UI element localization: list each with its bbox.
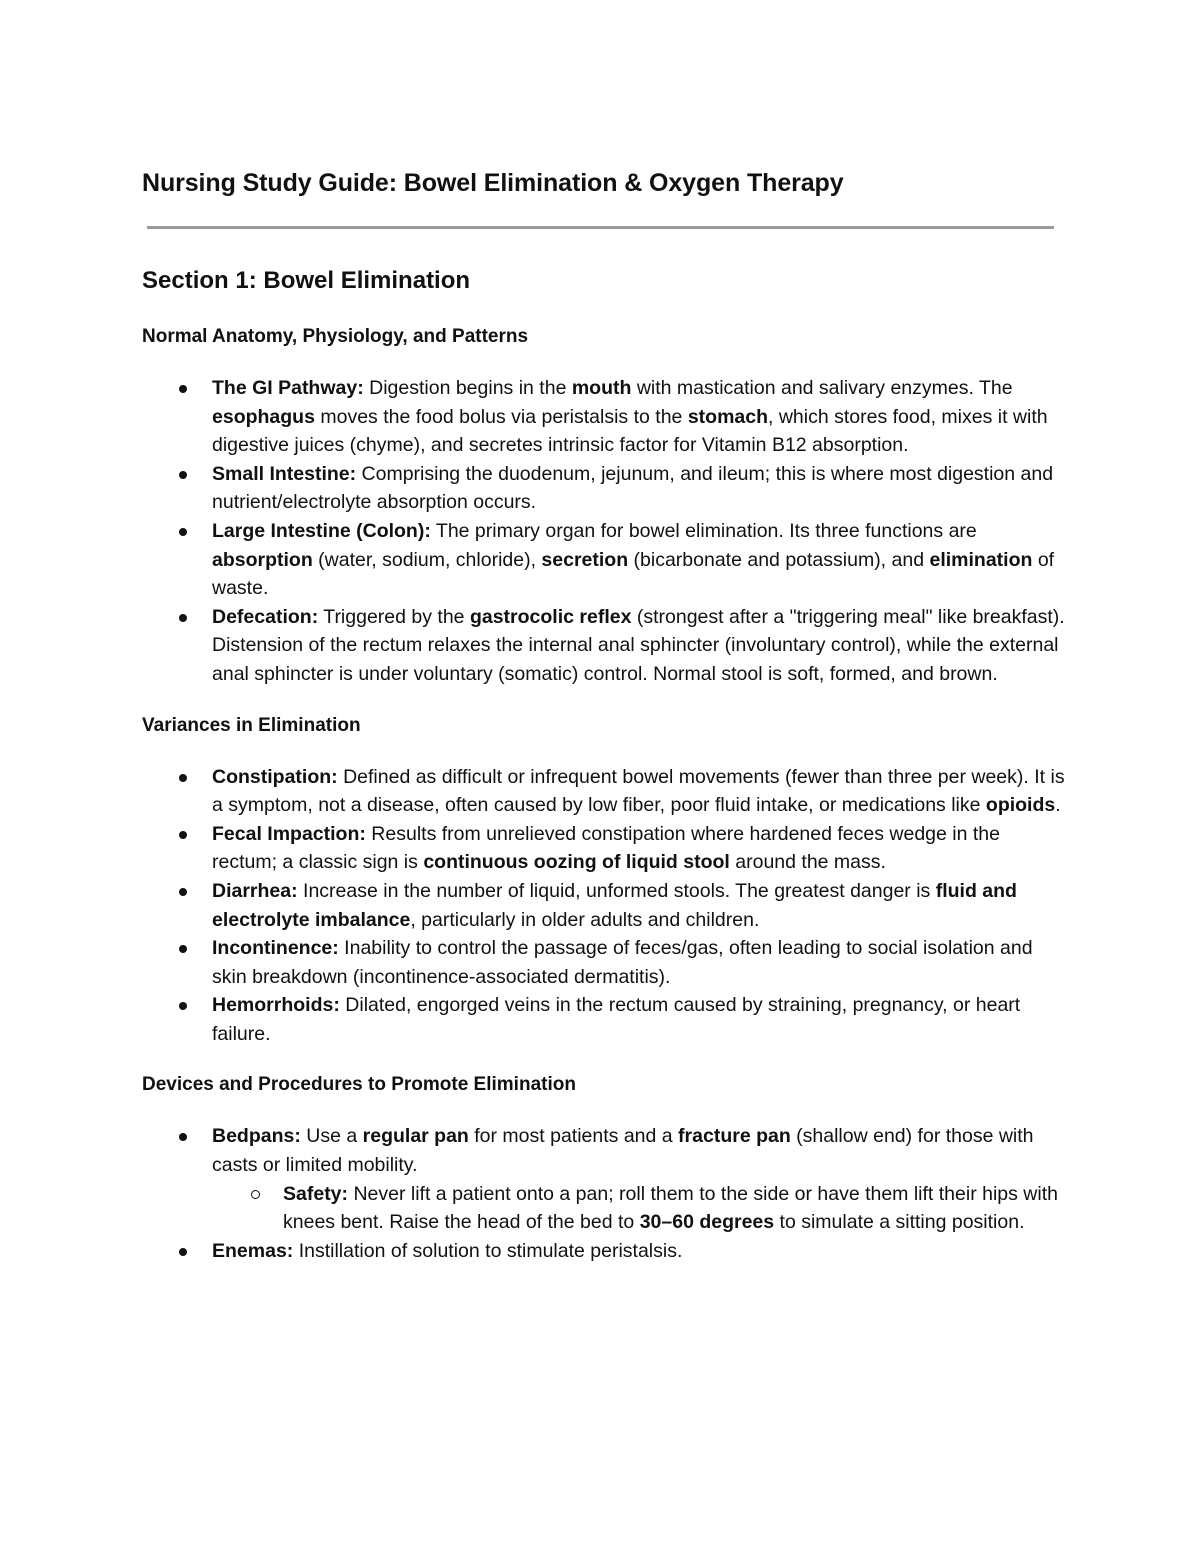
list-item-enemas (142, 1237, 1066, 1266)
item-label: Safety: (283, 1182, 349, 1205)
item-bold-text: fluid and electrolyte imbalance (212, 879, 1017, 931)
item-text: The primary organ for bowel elimination. Its three functions are (430, 519, 977, 542)
bullet-icon (179, 614, 187, 622)
item-text: (water, sodium, chloride), (312, 548, 542, 571)
list-item-incontinence (142, 934, 1066, 991)
item-label: Incontinence: (212, 937, 339, 960)
bullet-icon (179, 1002, 187, 1010)
item-bold-text: opioids (985, 794, 1056, 817)
item-label: Hemorrhoids: (212, 994, 340, 1017)
bullet-icon (179, 945, 187, 953)
item-bold-text: continuous oozing of liquid stool (423, 851, 730, 874)
subheading-normal-anatomy: Normal Anatomy, Physiology, and Patterns (142, 326, 529, 347)
item-label: Large Intestine (Colon): (212, 519, 431, 542)
bullet-icon (179, 1133, 187, 1141)
item-label: Fecal Impaction: (212, 822, 366, 845)
item-label: Small Intestine: (212, 462, 357, 485)
item-text: to simulate a sitting position. (774, 1211, 1025, 1234)
item-bold-text: regular pan (362, 1125, 469, 1148)
sublist-item-safety (142, 1180, 1066, 1237)
item-text: around the mass. (729, 851, 886, 874)
item-text: moves the food bolus via peristalsis to the (314, 405, 688, 428)
item-text: Inability to control the passage of feces/gas, often leading to social isolation and skin breakdown (incontinence-associated dermatitis). (212, 937, 1033, 988)
item-text: (bicarbonate and potassium), and (628, 548, 930, 571)
item-text: . (1055, 794, 1061, 817)
list-item-gi-pathway (142, 374, 1066, 460)
bullet-icon (179, 888, 187, 896)
list-item-large-intestine (142, 517, 1066, 603)
horizontal-divider (147, 226, 1054, 229)
item-text: Defined as difficult or infrequent bowel movements (fewer than three per week). It is a symptom, not a disease, often caused by low fiber, poor fluid intake, or medications like (212, 765, 1065, 817)
item-text: with mastication and salivary enzymes. The (631, 377, 1013, 399)
item-label: Bedpans: (212, 1125, 301, 1148)
bullet-icon (179, 471, 187, 479)
item-bold-text: gastrocolic reflex (469, 605, 632, 628)
list-item-fecal-impaction (142, 820, 1066, 877)
list-item-small-intestine (142, 460, 1066, 517)
item-bold-text: absorption (212, 548, 313, 571)
section-title: Section 1: Bowel Elimination (142, 267, 471, 294)
list-item-hemorrhoids (142, 991, 1066, 1048)
item-bold-text: fracture pan (678, 1125, 791, 1148)
item-text: (shallow end) for those with casts or limited mobility. (212, 1125, 1034, 1177)
item-label: Defecation: (212, 605, 319, 628)
page-title: Nursing Study Guide: Bowel Elimination & Oxygen Therapy (142, 169, 844, 197)
item-text: Digestion begins in the (363, 377, 572, 399)
subheading-variances: Variances in Elimination (142, 714, 361, 736)
safety-text-block (213, 1180, 1066, 1237)
item-text: Results from unrelieved constipation where hardened feces wedge in the rectum; a classic sign is (212, 822, 1000, 874)
bullet-icon (179, 385, 187, 393)
item-text: Dilated, engorged veins in the rectum caused by straining, pregnancy, or heart failure. (212, 994, 1021, 1045)
bedpans-sublist (212, 1180, 1066, 1237)
variances-list (142, 763, 1066, 1049)
item-text: of waste. (212, 548, 1055, 600)
list-item-constipation (142, 763, 1066, 820)
item-text: Use a (300, 1125, 363, 1148)
item-text: Never lift a patient onto a pan; roll them to the side or have them lift their hips with knees bent. Raise the head of the bed to (283, 1182, 1058, 1234)
document-content (142, 166, 1066, 1265)
item-text: Triggered by the (318, 605, 470, 628)
list-item-diarrhea (142, 877, 1066, 934)
item-bold-text: stomach (687, 405, 769, 428)
item-label: Diarrhea: (212, 879, 298, 902)
bullet-icon (179, 774, 187, 782)
item-text: Instillation of solution to stimulate peristalsis. (293, 1239, 683, 1262)
item-text: Increase in the number of liquid, unformed stools. The greatest danger is (297, 879, 936, 902)
item-text: for most patients and a (468, 1125, 679, 1148)
bullet-icon (179, 1248, 187, 1256)
item-label: Enemas: (212, 1239, 294, 1262)
item-text: Comprising the duodenum, jejunum, and ileum; this is where most digestion and nutrient/electrolyte absorption occurs. (212, 462, 1054, 514)
list-item-defecation (142, 603, 1066, 689)
normal-anatomy-list (142, 374, 1066, 689)
item-text: , which stores food, mixes it with digestive juices (chyme), and secretes intrinsic factor for Vitamin B12 absorption. (212, 405, 1048, 457)
hollow-bullet-icon (251, 1190, 260, 1199)
subheading-devices: Devices and Procedures to Promote Elimination (142, 1074, 576, 1096)
item-bold-text: esophagus (212, 405, 315, 428)
bullet-icon (179, 831, 187, 839)
item-text: (strongest after a "triggering meal" like breakfast). Distension of the rectum relaxes the internal anal sphincter (involuntary control), while the external anal sphincter is under voluntary (somatic) control. Normal stool is soft, formed, and brown. (212, 605, 1065, 685)
item-bold-text: 30–60 degrees (639, 1211, 775, 1234)
item-bold-text: elimination (929, 548, 1033, 571)
devices-list (142, 1122, 1066, 1265)
item-label: Constipation: (212, 765, 338, 788)
item-bold-text: mouth (571, 377, 632, 399)
item-bold-text: secretion (541, 548, 629, 571)
bullet-icon (179, 528, 187, 536)
list-item-bedpans (142, 1122, 1066, 1236)
item-label: The GI Pathway: (212, 377, 364, 399)
item-text: , particularly in older adults and children. (410, 908, 760, 931)
